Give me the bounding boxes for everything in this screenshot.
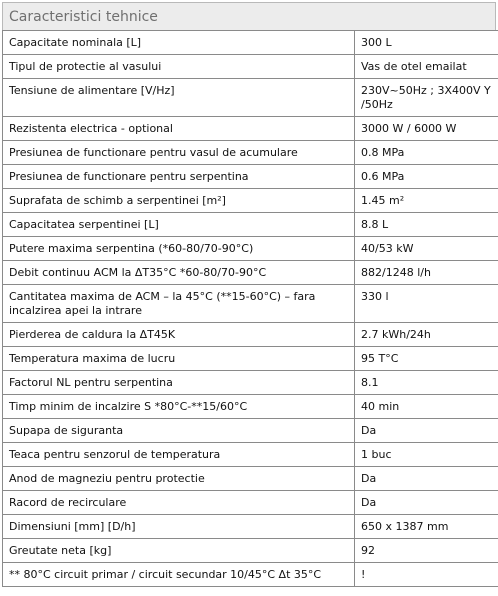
spec-label: Tensiune de alimentare [V/Hz] [3, 79, 355, 117]
spec-label: Factorul NL pentru serpentina [3, 371, 355, 395]
spec-label: Capacitatea serpentinei [L] [3, 213, 355, 237]
spec-label: Rezistenta electrica - optional [3, 117, 355, 141]
spec-value: Vas de otel emailat [355, 55, 498, 79]
table-row [3, 371, 498, 395]
table-title: Caracteristici tehnice [2, 2, 496, 30]
table-row [3, 467, 498, 491]
spec-value: 40 min [355, 395, 498, 419]
table-row [3, 189, 498, 213]
table-row [3, 237, 498, 261]
specs-table-body [3, 31, 498, 587]
spec-label: Putere maxima serpentina (*60-80/70-90°C) [3, 237, 355, 261]
table-row [3, 539, 498, 563]
spec-value: 300 L [355, 31, 498, 55]
spec-value: 882/1248 l/h [355, 261, 498, 285]
spec-label: Pierderea de caldura la ΔT45K [3, 323, 355, 347]
table-row [3, 515, 498, 539]
table-row [3, 563, 498, 587]
spec-label: Tipul de protectie al vasului [3, 55, 355, 79]
spec-value: 650 x 1387 mm [355, 515, 498, 539]
table-row [3, 141, 498, 165]
spec-label: Presiunea de functionare pentru serpentina [3, 165, 355, 189]
table-row [3, 323, 498, 347]
spec-value: 1.45 m² [355, 189, 498, 213]
spec-label: Greutate neta [kg] [3, 539, 355, 563]
table-row [3, 261, 498, 285]
table-row [3, 55, 498, 79]
spec-value: Da [355, 467, 498, 491]
table-row [3, 31, 498, 55]
spec-value: Da [355, 491, 498, 515]
spec-label: Timp minim de incalzire S *80°C-**15/60°C [3, 395, 355, 419]
spec-value: Da [355, 419, 498, 443]
spec-label: Cantitatea maxima de ACM – la 45°C (**15-60°C) – fara incalzirea apei la intrare [3, 285, 355, 323]
spec-label: Teaca pentru senzorul de temperatura [3, 443, 355, 467]
spec-label: Presiunea de functionare pentru vasul de acumulare [3, 141, 355, 165]
spec-label: Dimensiuni [mm] [D/h] [3, 515, 355, 539]
spec-value: 2.7 kWh/24h [355, 323, 498, 347]
spec-value: 0.6 MPa [355, 165, 498, 189]
specs-sheet [2, 2, 496, 594]
table-row [3, 213, 498, 237]
table-row [3, 285, 498, 323]
table-row [3, 347, 498, 371]
spec-value: 230V~50Hz ; 3X400V Y /50Hz [355, 79, 498, 117]
spec-label: Supapa de siguranta [3, 419, 355, 443]
spec-value: 8.8 L [355, 213, 498, 237]
table-row [3, 79, 498, 117]
spec-value: 40/53 kW [355, 237, 498, 261]
table-row [3, 419, 498, 443]
spec-value: 8.1 [355, 371, 498, 395]
spec-value: 92 [355, 539, 498, 563]
table-row [3, 165, 498, 189]
specs-table [2, 30, 498, 587]
spec-label: Temperatura maxima de lucru [3, 347, 355, 371]
spec-value: ! [355, 563, 498, 587]
spec-label: Capacitate nominala [L] [3, 31, 355, 55]
spec-label: Racord de recirculare [3, 491, 355, 515]
table-row [3, 443, 498, 467]
spec-label: Debit continuu ACM la ΔT35°C *60-80/70-90°C [3, 261, 355, 285]
spec-label: ** 80°C circuit primar / circuit secundar 10/45°C Δt 35°C [3, 563, 355, 587]
spec-value: 95 T°C [355, 347, 498, 371]
table-row [3, 117, 498, 141]
spec-value: 3000 W / 6000 W [355, 117, 498, 141]
spec-value: 0.8 MPa [355, 141, 498, 165]
table-row [3, 395, 498, 419]
table-row [3, 491, 498, 515]
spec-value: 330 l [355, 285, 498, 323]
spec-label: Suprafata de schimb a serpentinei [m²] [3, 189, 355, 213]
spec-value: 1 buc [355, 443, 498, 467]
spec-label: Anod de magneziu pentru protectie [3, 467, 355, 491]
